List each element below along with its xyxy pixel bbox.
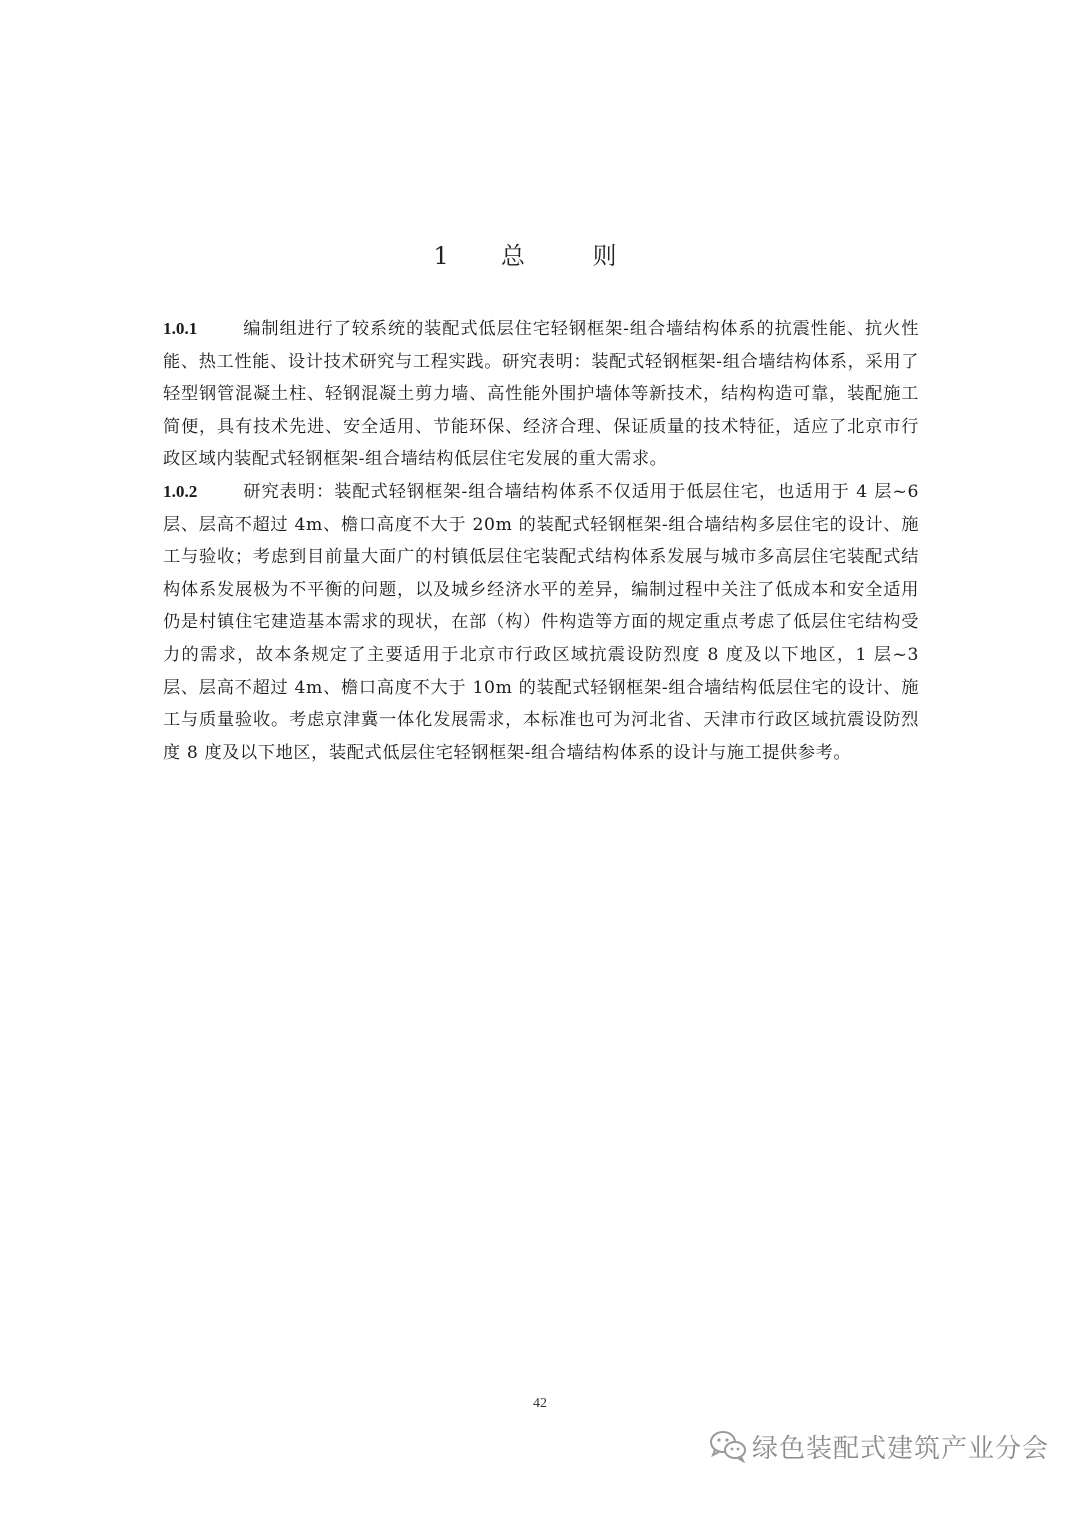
body-text — [163, 313, 919, 769]
clause-number: 1.0.2 — [163, 481, 198, 501]
watermark — [708, 1426, 1049, 1466]
clause-text: 编制组进行了较系统的装配式低层住宅轻钢框架-组合墙结构体系的抗震性能、抗火性能、热工性能、设计技术研究与工程实践。研究表明：装配式轻钢框架-组合墙结构体系，采用了轻型钢管混凝土柱、轻钢混凝土剪力墙、高性能外围护墙体等新技术，结构构造可靠，装配施工简便，具有技术先进、安全适用、节能环保、经济合理、保证质量的技术特征，适应了北京市行政区域内装配式轻钢框架-组合墙结构低层住宅发展的重大需求。 — [163, 319, 919, 470]
page-number: 42 — [533, 1396, 547, 1411]
chapter-number: 1 — [433, 242, 451, 270]
chapter-heading: 总 则 — [500, 242, 647, 270]
clause-1-0-1 — [163, 313, 919, 476]
clause-number: 1.0.1 — [163, 319, 198, 338]
chapter-title — [0, 236, 1080, 271]
clause-text: 研究表明：装配式轻钢框架-组合墙结构体系不仅适用于低层住宅，也适用于 4 层~6 层、层高不超过 4m、檐口高度不大于 20m 的装配式轻钢框架-组合墙结构多层住宅的设计、施工与验收；考虑到目前量大面广的村镇低层住宅装配式结构体系发展与城市多高层住宅装配式结构体系发展极为不平衡的问题，以及城乡经济水平的差异，编制过程中关注了低成本和安全适用仍是村镇住宅建造基本需求的现状，在部（构）件构造等方面的规定重点考虑了低层住宅结构受力的需求，故本条规定了主要适用于北京市行政区域抗震设防烈度 8 度及以下地区，1 层~3 层、层高不超过 4m、檐口高度不大于 10m 的装配式轻钢框架-组合墙结构低层住宅的设计、施工与质量验收。考虑京津冀一体化发展需求，本标准也可为河北省、天津市行政区域抗震设防烈度 8 度及以下地区，装配式低层住宅轻钢框架-组合墙结构体系的设计与施工提供参考。 — [163, 481, 919, 763]
clause-1-0-2 — [163, 476, 919, 769]
wechat-icon — [708, 1429, 748, 1463]
watermark-text: 绿色装配式建筑产业分会 — [752, 1433, 1050, 1464]
